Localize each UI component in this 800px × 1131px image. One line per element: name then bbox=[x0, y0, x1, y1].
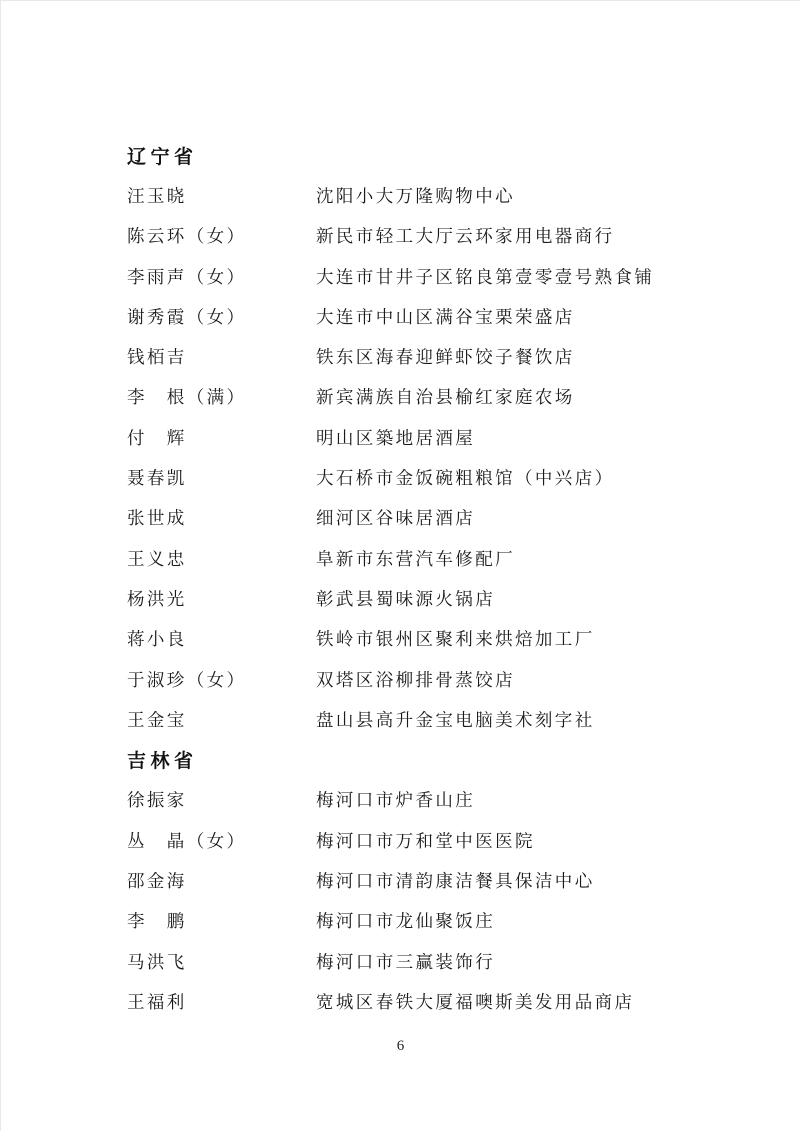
award-list bbox=[127, 135, 741, 1022]
list-item bbox=[127, 296, 741, 336]
person-name: 王福利 bbox=[127, 991, 187, 1012]
organization-name: 铁岭市银州区聚利来烘焙加工厂 bbox=[316, 629, 595, 650]
list-item bbox=[127, 175, 741, 215]
page-footer bbox=[1, 1037, 800, 1055]
list-item bbox=[127, 417, 741, 457]
person-name: 王义忠 bbox=[127, 548, 187, 569]
organization-name: 大连市中山区满谷宝栗荣盛店 bbox=[316, 306, 575, 327]
organization-name: 盘山县高升金宝电脑美术刻字社 bbox=[316, 709, 595, 730]
organization-name: 彰武县蜀味源火锅店 bbox=[316, 588, 496, 609]
person-name: 李 鹏 bbox=[127, 911, 187, 932]
organization-name: 梅河口市炉香山庄 bbox=[316, 790, 476, 811]
organization-name: 细河区谷味居酒店 bbox=[316, 508, 476, 529]
list-item bbox=[127, 820, 741, 860]
person-name: 王金宝 bbox=[127, 709, 187, 730]
organization-name: 阜新市东营汽车修配厂 bbox=[316, 548, 515, 569]
list-item bbox=[127, 860, 741, 900]
organization-name: 大连市甘井子区铭良第壹零壹号熟食铺 bbox=[316, 266, 655, 287]
organization-name: 梅河口市万和堂中医医院 bbox=[316, 830, 535, 851]
list-item bbox=[127, 256, 741, 296]
person-name: 邵金海 bbox=[127, 870, 187, 891]
list-item bbox=[127, 699, 741, 739]
list-item bbox=[127, 578, 741, 618]
organization-name: 双塔区浴柳排骨蒸饺店 bbox=[316, 669, 515, 690]
person-name: 丛 晶（女） bbox=[127, 830, 247, 851]
list-item bbox=[127, 336, 741, 376]
list-item bbox=[127, 901, 741, 941]
list-item bbox=[127, 498, 741, 538]
person-name: 钱栢吉 bbox=[127, 347, 187, 368]
organization-name: 明山区築地居酒屋 bbox=[316, 427, 476, 448]
organization-name: 大石桥市金饭碗粗粮馆（中兴店） bbox=[316, 468, 615, 489]
organization-name: 梅河口市龙仙聚饭庄 bbox=[316, 911, 496, 932]
organization-name: 铁东区海春迎鲜虾饺子餐饮店 bbox=[316, 347, 575, 368]
page-number: 6 bbox=[396, 1038, 405, 1054]
list-item bbox=[127, 619, 741, 659]
list-item bbox=[127, 216, 741, 256]
person-name: 徐振家 bbox=[127, 790, 187, 811]
list-item bbox=[127, 941, 741, 981]
province-header: 辽宁省 bbox=[127, 146, 198, 168]
person-name: 李雨声（女） bbox=[127, 266, 247, 287]
organization-name: 梅河口市三赢装饰行 bbox=[316, 951, 496, 972]
person-name: 陈云环（女） bbox=[127, 226, 247, 247]
person-name: 杨洪光 bbox=[127, 588, 187, 609]
province-header: 吉林省 bbox=[127, 751, 198, 773]
list-item bbox=[127, 457, 741, 497]
person-name: 张世成 bbox=[127, 508, 187, 529]
person-name: 马洪飞 bbox=[127, 951, 187, 972]
list-item bbox=[127, 659, 741, 699]
organization-name: 宽城区春铁大厦福噢斯美发用品商店 bbox=[316, 991, 635, 1012]
person-name: 李 根（满） bbox=[127, 387, 247, 408]
list-item bbox=[127, 377, 741, 417]
person-name: 于淑珍（女） bbox=[127, 669, 247, 690]
organization-name: 新宾满族自治县榆红家庭农场 bbox=[316, 387, 575, 408]
organization-name: 沈阳小大万隆购物中心 bbox=[316, 185, 515, 206]
person-name: 汪玉晓 bbox=[127, 185, 187, 206]
person-name: 付 辉 bbox=[127, 427, 187, 448]
organization-name: 梅河口市清韵康洁餐具保洁中心 bbox=[316, 870, 595, 891]
person-name: 聂春凯 bbox=[127, 468, 187, 489]
list-item bbox=[127, 538, 741, 578]
person-name: 谢秀霞（女） bbox=[127, 306, 247, 327]
list-item bbox=[127, 780, 741, 820]
list-item bbox=[127, 981, 741, 1021]
organization-name: 新民市轻工大厅云环家用电器商行 bbox=[316, 226, 615, 247]
person-name: 蒋小良 bbox=[127, 629, 187, 650]
